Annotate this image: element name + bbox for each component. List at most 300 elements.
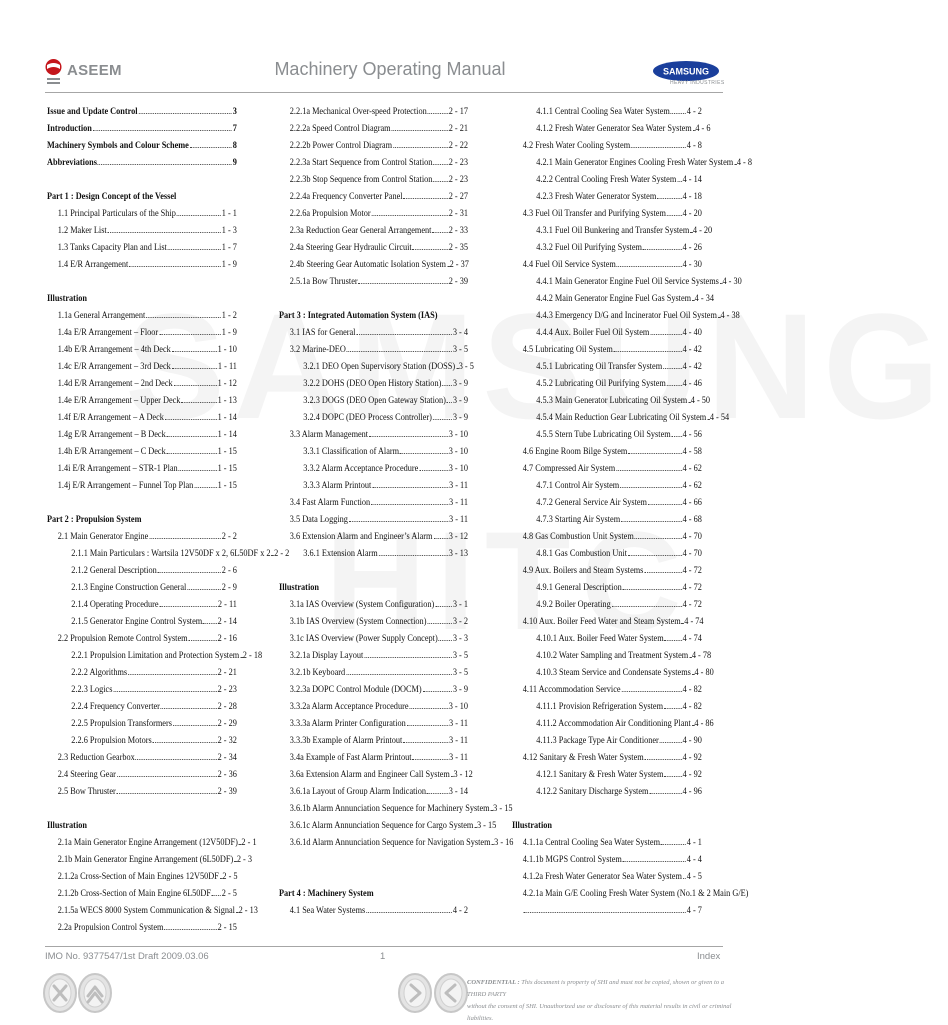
toc-entry[interactable] [512,682,702,695]
toc-entry[interactable] [512,461,702,474]
toc-entry[interactable] [279,784,468,797]
toc-entry-page: 4 - 80 [694,667,714,677]
toc-entry[interactable] [512,733,702,746]
toc-leader-dots [364,657,452,658]
toc-entry[interactable] [279,155,468,168]
toc-entry[interactable] [512,563,702,576]
toc-entry[interactable] [47,342,237,355]
toc-leader-dots [136,759,217,760]
up-arrow-icon[interactable] [70,968,120,1018]
toc-entry-label: 4.11.1 Provision Refrigeration System [536,701,664,711]
toc-leader-dots [369,436,448,437]
toc-entry[interactable] [47,614,237,627]
toc-entry-label: 4.12 Sanitary & Fresh Water System [522,752,644,762]
toc-entry-page: 4 - 4 [686,854,702,864]
toc-entry[interactable] [279,750,468,763]
toc-entry-label: 3.6.1b Alarm Annunciation Sequence for Machinery System [289,803,490,813]
toc-entry-label: 3.3.3a Alarm Printer Configuration [289,718,406,728]
toc-entry-page: 4 - 40 [682,327,702,337]
toc-leader-dots [187,589,221,590]
toc-entry[interactable] [47,852,253,865]
toc-entry[interactable] [47,393,237,406]
toc-entry-page: 3 - 16 [494,837,514,847]
toc-entry[interactable] [47,461,237,474]
toc-entry-page: 1 - 7 [221,242,237,252]
toc-entry[interactable] [279,257,468,270]
toc-leader-dots [172,368,217,369]
toc-leader-dots [220,878,222,879]
toc-entry[interactable] [279,648,468,661]
toc-entry[interactable] [47,104,237,117]
toc-leader-dots [663,368,682,369]
toc-entry-page: 4 - 68 [682,514,702,524]
toc-entry-page: 4 - 2 [686,106,702,116]
toc-leader-dots [212,895,221,896]
toc-entry[interactable] [47,410,237,423]
toc-entry-page: 2 - 29 [217,718,237,728]
toc-entry-label: 4.1.2a Fresh Water Generator Sea Water System [522,871,682,881]
toc-leader-dots [688,402,690,403]
toc-entry[interactable] [512,274,742,287]
toc-entry-page: 4 - 90 [682,735,702,745]
toc-entry-label: 2.1.5 Generator Engine Control System [71,616,203,626]
toc-entry[interactable] [512,427,702,440]
toc-entry[interactable] [47,784,237,797]
toc-entry[interactable] [512,784,702,797]
toc-entry-label: 3.6.1a Layout of Group Alarm Indication [289,786,426,796]
toc-section-heading [47,512,237,525]
toc-entry[interactable] [512,886,749,899]
toc-entry[interactable] [279,189,468,202]
toc-entry-label: 3.3 Alarm Management [289,429,369,439]
toc-entry-page: 1 - 9 [221,327,237,337]
toc-entry[interactable] [47,240,237,253]
toc-leader-dots [159,606,217,607]
toc-entry[interactable] [279,104,468,117]
toc-entry[interactable] [512,512,702,525]
toc-entry[interactable] [512,699,702,712]
toc-entry-label: 4.1.1a Central Cooling Sea Water System [522,837,661,847]
toc-entry-page: 2 - 18 [242,650,263,660]
toc-leader-dots [93,130,232,131]
toc-entry-label: Part 2 : Propulsion System [47,514,142,524]
toc-entry-label: Part 1 : Design Concept of the Vessel [47,191,177,201]
toc-leader-dots [149,538,221,539]
toc-entry-page: 2 - 17 [448,106,468,116]
toc-entry-label: 4.8 Gas Combustion Unit System [522,531,634,541]
toc-entry[interactable] [279,529,468,542]
toc-entry[interactable] [512,750,702,763]
toc-entry[interactable] [512,580,702,593]
toc-entry[interactable] [279,138,468,151]
toc-entry[interactable] [47,325,237,338]
toc-entry[interactable] [47,665,237,678]
toc-entry[interactable] [279,716,468,729]
toc-entry[interactable] [512,614,702,627]
toc-entry-page: 4 - 8 [686,140,702,150]
toc-leader-dots [628,555,682,556]
toc-leader-dots [432,232,447,233]
toc-leader-dots [631,147,686,148]
toc-entry[interactable] [512,767,702,780]
toc-entry-label: 3.3.3 Alarm Printout [303,480,372,490]
toc-entry-label: 2.2.2b Power Control Diagram [289,140,393,150]
toc-entry[interactable] [47,682,237,695]
toc-entry-label: 4.5 Lubricating Oil System [522,344,613,354]
toc-entry-page: 2 - 21 [217,667,237,677]
toc-entry-page: 4 - 86 [694,718,714,728]
toc-entry[interactable] [279,223,468,236]
toc-entry-page: 4 - 56 [682,429,702,439]
toc-entry[interactable] [279,818,497,831]
toc-entry[interactable] [512,393,711,406]
toc-entry-label: 2.2.3b Stop Sequence from Control Station [289,174,433,184]
toc-entry[interactable] [47,376,237,389]
toc-entry-label: 1.4e E/R Arrangement – Upper Deck [57,395,181,405]
toc-entry[interactable] [279,274,468,287]
toc-leader-dots [474,827,476,828]
toc-entry[interactable] [47,563,237,576]
toc-entry-page: 3 [232,106,237,116]
toc-entry[interactable] [512,291,714,304]
toc-entry[interactable] [512,648,712,661]
toc-entry[interactable] [512,138,702,151]
toc-entry-page: 2 - 39 [217,786,237,796]
toc-entry[interactable] [279,172,468,185]
toc-entry-page: 2 - 33 [448,225,468,235]
toc-entry[interactable] [47,223,237,236]
toc-leader-dots [172,351,217,352]
toc-entry[interactable] [47,546,290,559]
toc-entry-page: 4 - 42 [682,361,702,371]
toc-entry[interactable] [279,359,474,372]
toc-entry[interactable] [512,104,702,117]
toc-entry[interactable] [512,308,740,321]
toc-entry[interactable] [47,716,237,729]
toc-entry-page: 2 - 5 [222,871,238,881]
toc-entry-label: 4.11 Accommodation Service [522,684,621,694]
toc-entry-page: 3 - 9 [452,412,468,422]
toc-entry-label: 4.4 Fuel Oil Service System [522,259,616,269]
confidentiality-notice [467,977,737,1025]
toc-leader-dots [98,164,232,165]
toc-leader-dots [379,555,448,556]
toc-entry-label: 1.2 Maker List [57,225,107,235]
toc-leader-dots [442,385,452,386]
toc-leader-dots [616,470,682,471]
toc-entry[interactable] [512,325,702,338]
toc-entry-label: 3.3.2a Alarm Acceptance Procedure [289,701,409,711]
toc-entry-label: 3.6.1d Alarm Annunciation Sequence for Navigation System [289,837,491,847]
toc-entry[interactable] [47,750,237,763]
toc-entry[interactable] [47,631,237,644]
toc-entry-label: 4.2.1a Main G/E Cooling Fresh Water System (No.1 & 2 Main G/E) [522,888,749,898]
toc-entry[interactable] [512,869,702,882]
toc-entry[interactable] [512,240,702,253]
toc-entry[interactable] [512,376,702,389]
toc-entry-page: 3 - 12 [448,531,468,541]
toc-entry-label: Illustration [47,293,87,303]
toc-entry[interactable] [512,852,702,865]
toc-entry-label: 4.5.3 Main Generator Lubricating Oil System [536,395,688,405]
toc-entry-label: Illustration [512,820,552,830]
toc-entry-page: 3 - 11 [449,480,468,490]
toc-entry[interactable] [279,444,468,457]
toc-entry[interactable] [279,342,468,355]
toc-leader-dots [660,742,682,743]
footer-document-id: IMO No. 9377547/1st Draft 2009.03.06 [45,951,209,962]
toc-leader-dots [490,810,492,811]
toc-entry-label: 1.1a General Arrangement [57,310,146,320]
toc-entry-label: 1.4f E/R Arrangement – A Deck [57,412,164,422]
toc-entry-label: 4.11.3 Package Type Air Conditioner [536,735,659,745]
toc-leader-dots [179,470,217,471]
toc-entry-label: 2.2.3 Logics [71,684,113,694]
toc-entry[interactable] [279,376,468,389]
toc-entry-label: 3.6.1 Extension Alarm [303,548,378,558]
toc-entry[interactable] [279,206,468,219]
toc-entry-label: 2.1.3 Engine Construction General [71,582,187,592]
toc-entry[interactable] [279,325,468,338]
toc-leader-dots [645,759,682,760]
toc-entry-label: 2.5 Bow Thruster [57,786,116,796]
toc-entry[interactable] [512,546,702,559]
toc-entry[interactable] [47,648,263,661]
toc-entry[interactable] [279,682,468,695]
toc-leader-dots [359,283,448,284]
toc-entry[interactable] [47,920,237,933]
toc-entry[interactable] [47,138,237,151]
confidential-line-2: without the consent of SHI. Unauthorized use or disclosure of this material results in civil or criminal liabilities. [467,1003,732,1022]
toc-entry[interactable] [47,257,237,270]
toc-entry[interactable] [512,189,702,202]
toc-entry-label: 2.1.2b Cross-Section of Main Engine 6L50DF [57,888,211,898]
toc-entry-page: 3 - 10 [448,701,468,711]
toc-leader-dots [447,402,452,403]
toc-entry[interactable] [512,359,702,372]
toc-leader-dots [128,674,217,675]
toc-leader-dots [349,521,448,522]
confidential-line-1: This document is property of SHI and must not be copied, shown or given to a THIRD PARTY [467,979,724,998]
toc-entry[interactable] [279,631,468,644]
toc-entry-page: 3 - 12 [453,769,473,779]
toc-section-heading [512,818,702,831]
toc-leader-dots [356,334,452,335]
toc-leader-dots [167,436,217,437]
toc-entry[interactable] [47,444,237,457]
toc-leader-dots [435,606,452,607]
toc-entry-label: 4.7.3 Starting Air System [536,514,621,524]
toc-entry[interactable] [512,903,702,916]
toc-entry[interactable] [512,631,702,644]
toc-entry[interactable] [512,410,730,423]
toc-leader-dots [456,368,458,369]
toc-entry[interactable] [512,172,702,185]
toc-leader-dots [682,623,684,624]
toc-entry[interactable] [47,206,237,219]
toc-entry[interactable] [512,597,702,610]
toc-entry[interactable] [512,155,752,168]
toc-entry[interactable] [279,121,468,134]
toc-entry-label: 4.3.2 Fuel Oil Purifying System [536,242,642,252]
toc-entry[interactable] [279,478,468,491]
toc-entry-page: 4 - 1 [686,837,702,847]
toc-entry[interactable] [47,359,237,372]
toc-entry[interactable] [279,410,468,423]
toc-entry-label: 3.2.1a Display Layout [289,650,364,660]
footer-section: Index [697,951,721,962]
toc-entry[interactable] [512,257,702,270]
samsung-logo-icon [652,60,720,82]
toc-entry-label: 1.4d E/R Arrangement – 2nd Deck [57,378,173,388]
toc-entry[interactable] [279,801,513,814]
toc-entry[interactable] [512,835,702,848]
toc-entry[interactable] [47,478,237,491]
toc-entry-label: 1.4i E/R Arrangement – STR-1 Plan [57,463,178,473]
toc-entry[interactable] [47,597,237,610]
toc-entry-page: 2 - 5 [221,888,237,898]
toc-entry-label: 2.4b Steering Gear Automatic Isolation System [289,259,446,269]
toc-entry[interactable] [279,512,468,525]
toc-entry[interactable] [279,835,514,848]
toc-entry[interactable] [279,240,468,253]
toc-entry-label: 3.1a IAS Overview (System Configuration) [289,599,435,609]
toc-leader-dots [139,113,232,114]
toc-entry-label: 3.4 Fast Alarm Function [289,497,371,507]
toc-leader-dots [146,317,221,318]
toc-entry-page: 4 - 20 [682,208,702,218]
toc-entry[interactable] [279,665,468,678]
toc-leader-dots [174,385,217,386]
toc-leader-dots [240,657,242,658]
toc-entry-page: 4 - 20 [692,225,713,235]
toc-entry[interactable] [512,716,714,729]
toc-entry-label: 2.2.2a Speed Control Diagram [289,123,391,133]
toc-entry-page: 3 - 11 [449,497,468,507]
toc-entry[interactable] [47,767,237,780]
toc-entry-label: 3.2.1 DEO Open Supervisory Station (DOSS) [303,361,456,371]
toc-entry[interactable] [47,733,237,746]
toc-entry[interactable] [279,614,468,627]
toc-leader-dots [683,878,686,879]
toc-entry-label: 3.1c IAS Overview (Power Supply Concept) [289,633,438,643]
toc-leader-dots [734,164,736,165]
toc-entry[interactable] [279,393,468,406]
toc-leader-dots [433,419,452,420]
brand-name: ASEEM [67,62,122,79]
toc-entry-page: 4 - 58 [682,446,702,456]
toc-entry[interactable] [279,699,468,712]
toc-entry-page: 2 - 39 [448,276,468,286]
toc-leader-dots [667,215,682,216]
toc-entry[interactable] [512,529,702,542]
toc-leader-dots [428,113,448,114]
toc-leader-dots [239,844,241,845]
toc-entry-page: 8 [232,140,237,150]
toc-entry[interactable] [47,121,237,134]
toc-entry[interactable] [279,427,468,440]
toc-entry[interactable] [279,767,473,780]
toc-entry-label: 4.4.3 Emergency D/G and Incinerator Fuel Oil System [536,310,717,320]
toc-entry-label: 2.4 Steering Gear [57,769,116,779]
toc-leader-dots [161,708,217,709]
toc-entry[interactable] [279,733,468,746]
toc-leader-dots [403,742,448,743]
toc-entry-label: 4.3 Fuel Oil Transfer and Purifying System [522,208,666,218]
toc-entry-label: 2.2.3a Start Sequence from Control Station [289,157,433,167]
toc-leader-dots [667,385,682,386]
toc-entry-label: 1.4a E/R Arrangement – Floor [57,327,159,337]
toc-entry-page: 4 - 70 [682,548,702,558]
toc-entry[interactable] [47,427,237,440]
toc-leader-dots [188,640,216,641]
toc-leader-dots [371,504,448,505]
toc-entry[interactable] [47,869,237,882]
toc-entry[interactable] [279,546,468,559]
toc-entry[interactable] [512,223,713,236]
toc-entry[interactable] [279,903,468,916]
toc-entry[interactable] [47,835,257,848]
toc-leader-dots [664,708,682,709]
toc-entry[interactable] [47,155,237,168]
toc-entry[interactable] [279,597,468,610]
toc-entry[interactable] [279,461,468,474]
toc-entry-label: 4.1.1 Central Cooling Sea Water System [536,106,670,116]
toc-entry-label: 3.6.1c Alarm Annunciation Sequence for Cargo System [289,820,474,830]
toc-leader-dots [393,147,448,148]
toc-entry-label: 4.2.1 Main Generator Engines Cooling Fresh Water System [536,157,734,167]
toc-entry[interactable] [512,495,702,508]
toc-entry-label: 3.2.3 DOGS (DEO Open Gateway Station) [303,395,446,405]
toc-entry-label: 2.2.5 Propulsion Transformers [71,718,172,728]
toc-entry-label: 2.1.2 General Description [71,565,157,575]
toc-leader-dots [190,147,232,148]
toc-entry-label: 4.3.1 Fuel Oil Bunkering and Transfer System [536,225,690,235]
toc-leader-dots [635,538,682,539]
toc-leader-dots [403,198,447,199]
toc-entry[interactable] [512,206,702,219]
toc-entry[interactable] [512,342,702,355]
toc-entry-page: 2 - 22 [448,140,468,150]
footer-divider [45,946,723,947]
toc-entry[interactable] [512,665,714,678]
toc-entry[interactable] [279,495,468,508]
toc-entry[interactable] [512,478,702,491]
toc-entry-label: 2.2.2 Algorithms [71,667,128,677]
toc-entry[interactable] [512,444,702,457]
toc-leader-dots [203,623,217,624]
toc-entry[interactable] [47,886,237,899]
toc-entry[interactable] [512,121,711,134]
toc-entry[interactable] [47,308,237,321]
toc-entry-page: 2 - 9 [221,582,237,592]
toc-entry-page: 4 - 34 [694,293,714,303]
toc-entry[interactable] [47,580,237,593]
toc-entry[interactable] [47,699,237,712]
toc-entry-page: 1 - 13 [217,395,237,405]
toc-leader-dots [718,317,720,318]
toc-entry-label: 4.9.1 General Description [536,582,622,592]
toc-entry-page: 3 - 15 [476,820,497,830]
toc-leader-dots [407,725,448,726]
toc-leader-dots [423,691,452,692]
toc-entry[interactable] [47,903,258,916]
toc-entry-label: 4.6 Engine Room Bilge System [522,446,628,456]
toc-leader-dots [400,453,448,454]
toc-entry[interactable] [47,529,237,542]
toc-leader-dots [677,181,682,182]
toc-entry-label: 4.11.2 Accommodation Air Conditioning Plant [536,718,691,728]
